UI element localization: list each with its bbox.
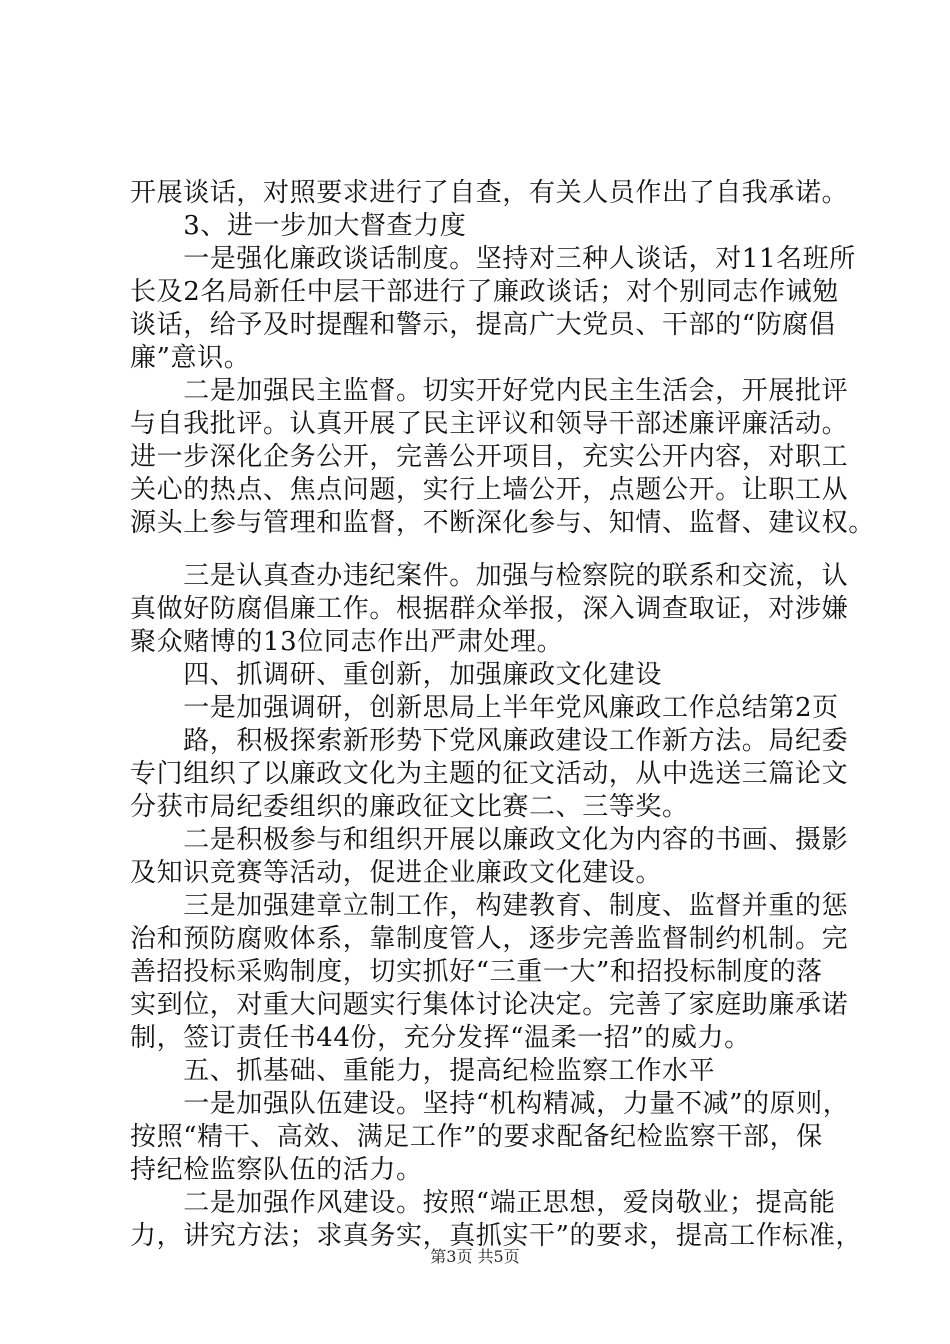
body-text-line: 力，讲究方法；求真务实，真抓实干”的要求，提高工作标准，	[130, 1221, 863, 1251]
body-text-line: 按照“精干、高效、满足工作”的要求配备纪检监察干部，保	[130, 1122, 823, 1152]
body-text-line: 开展谈话，对照要求进行了自查，有关人员作出了自我承诺。	[130, 178, 849, 208]
body-text-line: 持纪检监察队伍的活力。	[130, 1155, 423, 1185]
section-heading: 四、抓调研、重创新，加强廉政文化建设	[130, 660, 663, 690]
body-text-line: 一是强化廉政谈话制度。坚持对三种人谈话，对11名班所	[130, 244, 856, 274]
body-text-line: 谈话，给予及时提醒和警示，提高广大党员、干部的“防腐倡	[130, 310, 836, 340]
body-text-line: 一是加强队伍建设。坚持“机构精减，力量不减”的原则，	[130, 1089, 850, 1119]
body-text-line: 二是加强民主监督。切实开好党内民主生活会，开展批评	[130, 376, 849, 406]
section-heading: 五、抓基础、重能力，提高纪检监察工作水平	[130, 1056, 716, 1086]
body-text-line: 善招投标采购制度，切实抓好“三重一大”和招投标制度的落	[130, 957, 823, 987]
page-footer: 第3页 共5页	[430, 1247, 520, 1266]
body-text-line: 关心的热点、焦点问题，实行上墙公开，点题公开。让职工从	[130, 475, 849, 505]
body-text-line: 专门组织了以廉政文化为主题的征文活动，从中选送三篇论文	[130, 759, 849, 789]
body-text-line: 分获市局纪委组织的廉政征文比赛二、三等奖。	[130, 792, 689, 822]
body-text-line: 真做好防腐倡廉工作。根据群众举报，深入调查取证，对涉嫌	[130, 594, 849, 624]
body-text-line: 制，签订责任书44份，充分发挥“温柔一招”的威力。	[130, 1023, 751, 1053]
body-text-line: 聚众赌博的13位同志作出严肃处理。	[130, 627, 564, 657]
body-text-line: 长及2名局新任中层干部进行了廉政谈话；对个别同志作诫勉	[130, 277, 839, 307]
body-text-line: 治和预防腐败体系，靠制度管人，逐步完善监督制约机制。完	[130, 924, 849, 954]
body-text-line: 三是认真查办违纪案件。加强与检察院的联系和交流，认	[130, 561, 849, 591]
body-text-line: 三是加强建章立制工作，构建教育、制度、监督并重的惩	[130, 891, 849, 921]
body-text-line: 廉”意识。	[130, 343, 251, 373]
section-heading: 3、进一步加大督查力度	[130, 211, 467, 241]
body-text-line: 进一步深化企务公开，完善公开项目，充实公开内容，对职工	[130, 442, 849, 472]
body-text-line: 源头上参与管理和监督，不断深化参与、知情、监督、建议权。	[130, 508, 875, 538]
body-text-line: 实到位，对重大问题实行集体讨论决定。完善了家庭助廉承诺	[130, 990, 849, 1020]
body-text-line: 一是加强调研，创新思局上半年党风廉政工作总结第2页	[130, 693, 839, 723]
body-text-line: 二是加强作风建设。按照“端正思想，爱岗敬业；提高能	[130, 1188, 836, 1218]
body-text-line: 与自我批评。认真开展了民主评议和领导干部述廉评廉活动。	[130, 409, 849, 439]
body-text-line: 及知识竞赛等活动，促进企业廉政文化建设。	[130, 858, 663, 888]
body-text-line: 二是积极参与和组织开展以廉政文化为内容的书画、摄影	[130, 825, 849, 855]
body-text-line: 路，积极探索新形势下党风廉政建设工作新方法。局纪委	[130, 726, 849, 756]
